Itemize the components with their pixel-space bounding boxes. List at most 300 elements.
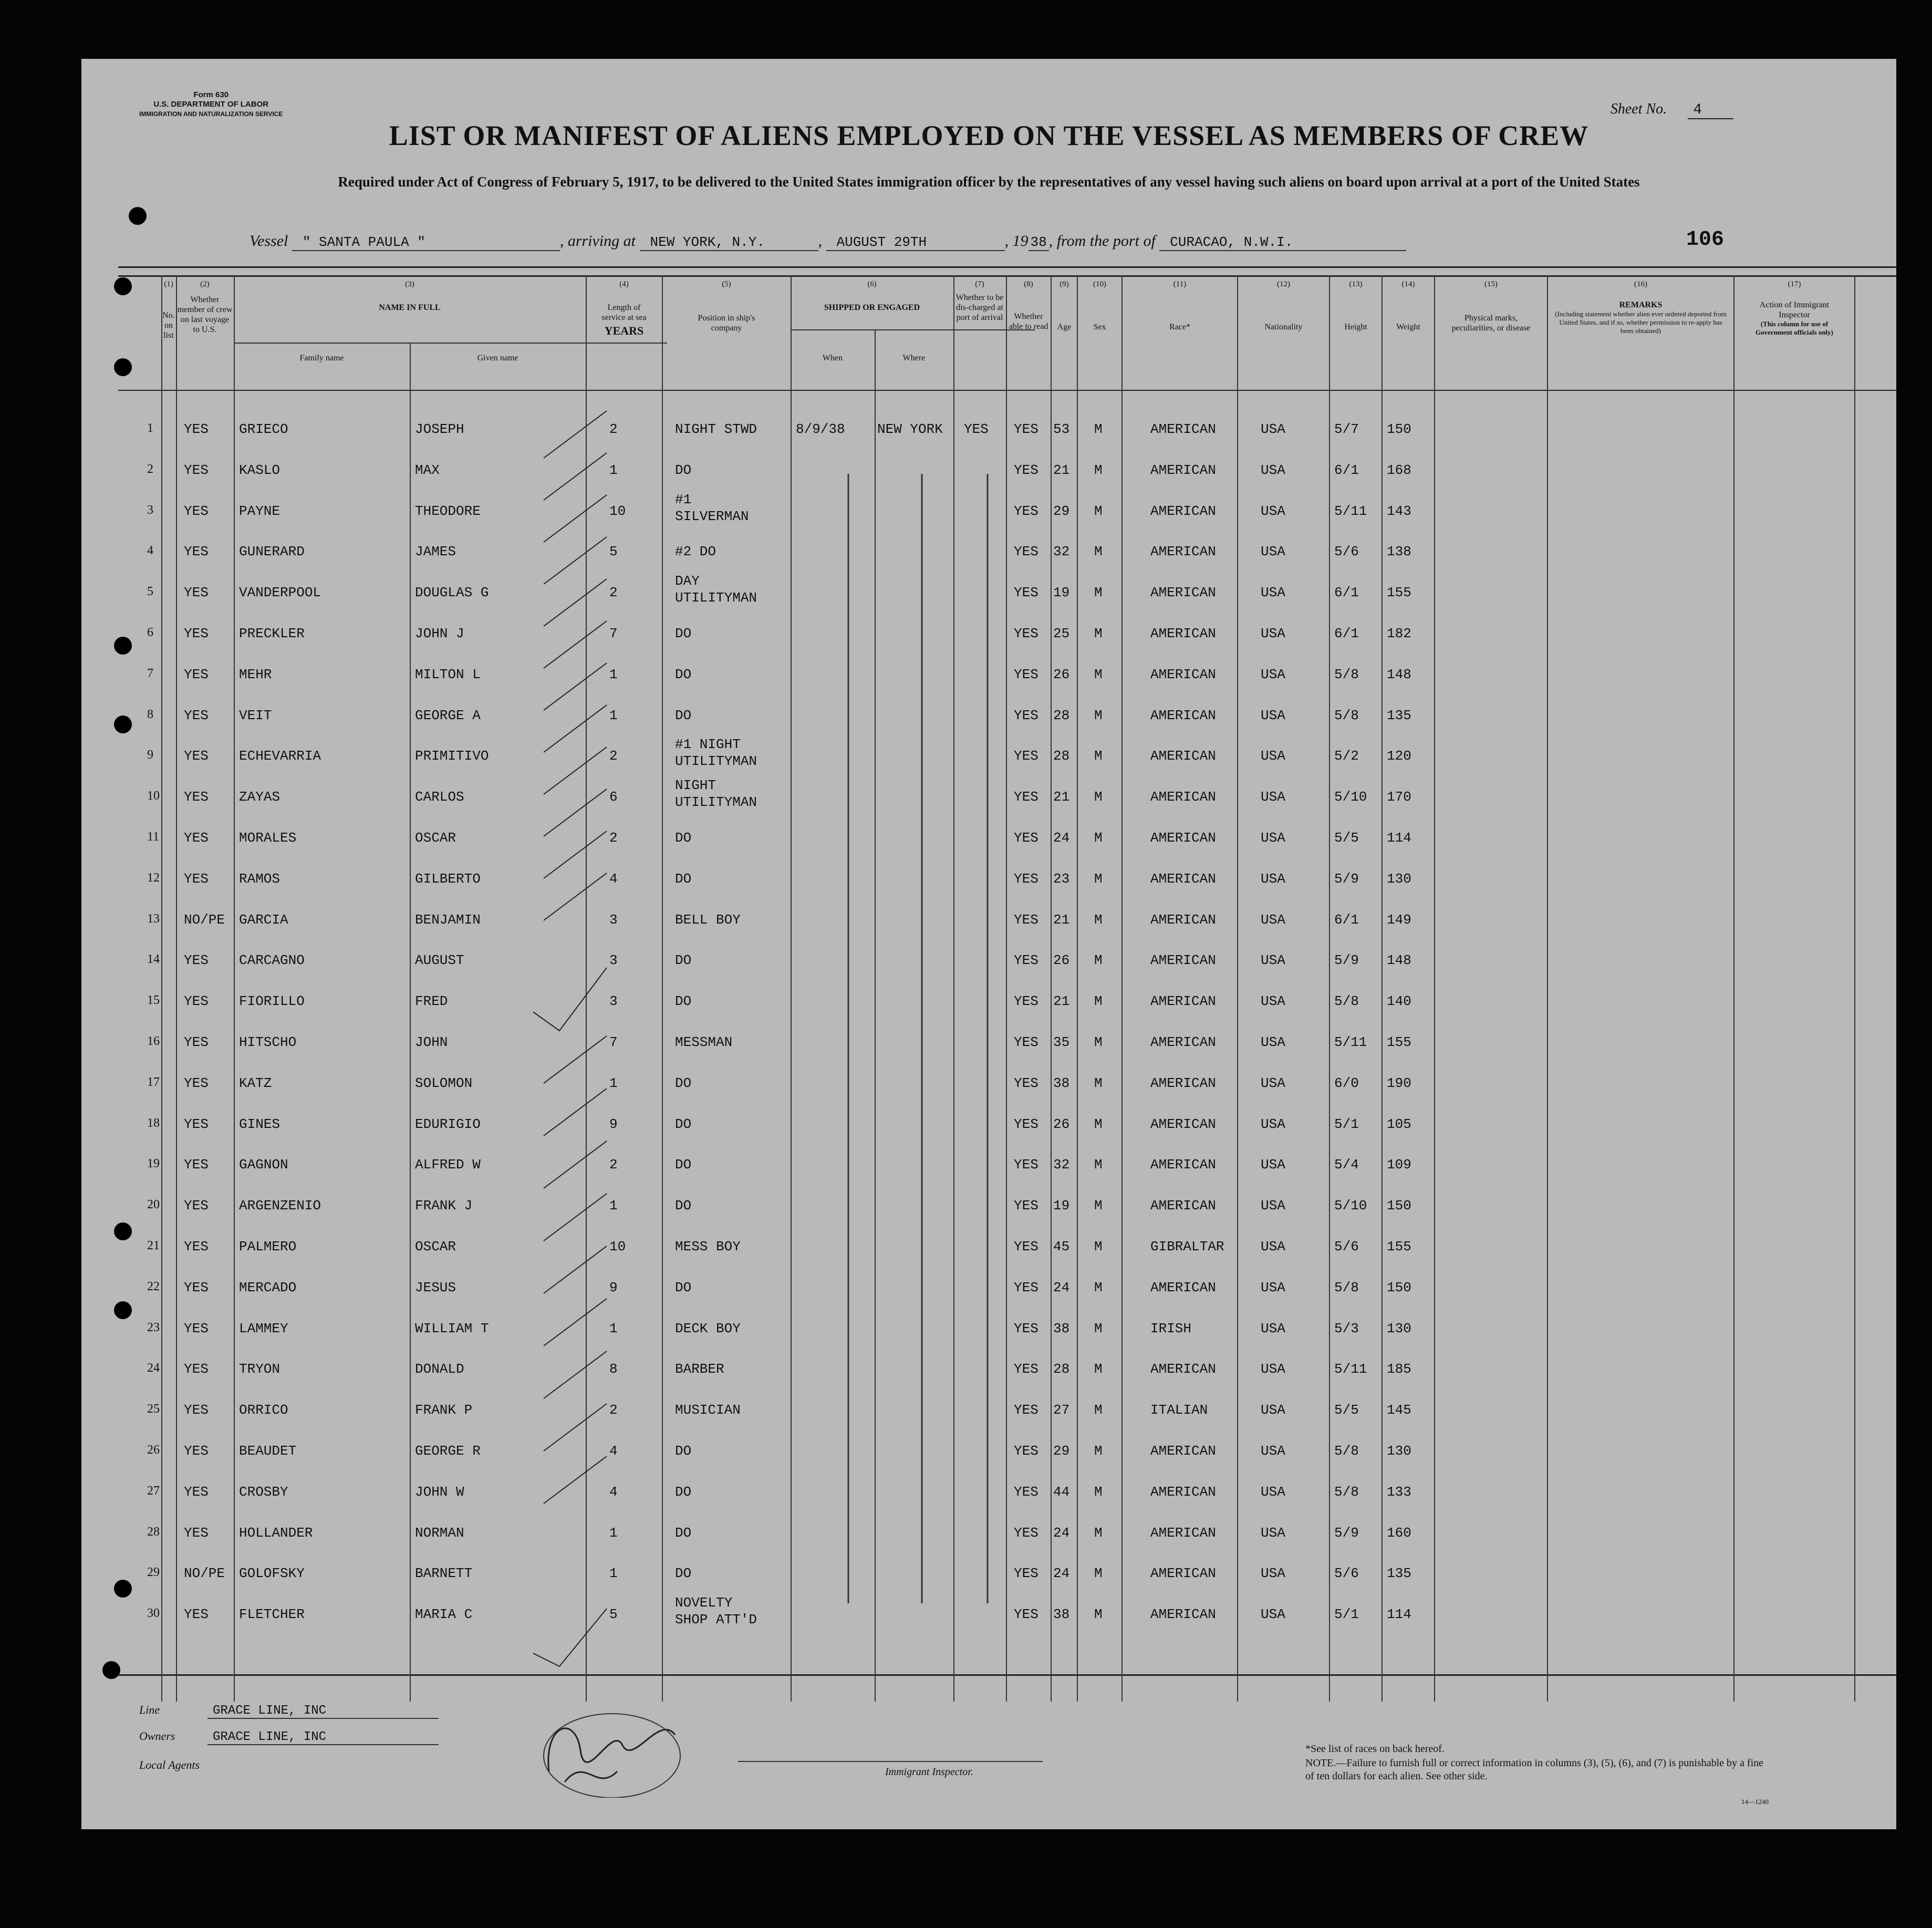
ship-position-line2: SHOP ATT'D — [675, 1612, 757, 1628]
able-to-read: YES — [1014, 1116, 1038, 1132]
check-mark — [544, 789, 607, 836]
col-number: (6) — [867, 280, 877, 288]
col-label: SHIPPED OR ENGAGED — [824, 303, 920, 312]
sex: M — [1094, 1198, 1103, 1214]
footer-note-fine: NOTE.—Failure to furnish full or correct information in columns (3), (5), (6), and (7) is punishable by a fine of ten dollars for each alien. See other side. — [1305, 1757, 1764, 1782]
form-service: IMMIGRATION AND NATURALIZATION SERVICE — [139, 110, 283, 118]
height: 5/9 — [1334, 1525, 1359, 1541]
nationality: USA — [1261, 1443, 1285, 1459]
crew-member-status: YES — [184, 870, 209, 887]
row-number: 2 — [147, 462, 153, 476]
page-title: LIST OR MANIFEST OF ALIENS EMPLOYED ON THE VESSEL AS MEMBERS OF CREW — [389, 120, 1589, 151]
race: AMERICAN — [1150, 952, 1216, 969]
ship-position: NIGHT — [675, 778, 716, 794]
arriving-label: , arriving at — [559, 232, 636, 250]
height: 5/2 — [1334, 748, 1359, 764]
able-to-read: YES — [1014, 666, 1038, 682]
header-given-name: Given name — [477, 354, 518, 362]
given-name: DONALD — [415, 1361, 464, 1377]
age: 27 — [1053, 1402, 1070, 1418]
height: 5/10 — [1334, 789, 1367, 805]
nationality: USA — [1261, 1525, 1285, 1541]
owners-value: GRACE LINE, INC — [207, 1730, 439, 1745]
height: 6/1 — [1334, 626, 1359, 641]
sex: M — [1094, 585, 1103, 601]
given-name: MAX — [415, 462, 440, 478]
row-number: 8 — [147, 707, 153, 721]
weight: 130 — [1387, 870, 1411, 887]
row-number: 7 — [147, 666, 153, 680]
family-name: VANDERPOOL — [239, 585, 321, 601]
weight: 149 — [1387, 911, 1411, 928]
header-shipped-when: When — [822, 354, 843, 362]
able-to-read: YES — [1014, 707, 1038, 723]
service-years: 2 — [609, 1157, 618, 1173]
crew-member-status: YES — [184, 585, 209, 601]
check-marks — [533, 400, 691, 1714]
form-department: U.S. DEPARTMENT OF LABOR — [153, 100, 269, 109]
sex: M — [1094, 1279, 1103, 1295]
nationality: USA — [1261, 1361, 1285, 1377]
crew-member-status: YES — [184, 1239, 209, 1255]
service-years: 2 — [609, 585, 618, 601]
crew-member-status: YES — [184, 1320, 209, 1336]
given-name: BARNETT — [415, 1566, 473, 1582]
race: AMERICAN — [1150, 993, 1216, 1010]
ship-position: #2 DO — [675, 544, 716, 560]
header-col16 — [1548, 279, 1733, 335]
crew-member-status: YES — [184, 666, 209, 682]
able-to-read: YES — [1014, 462, 1038, 478]
service-years: 9 — [609, 1116, 618, 1132]
race: AMERICAN — [1150, 626, 1216, 641]
given-name: FRANK P — [415, 1402, 473, 1418]
col-label: Weight — [1396, 323, 1420, 331]
able-to-read: YES — [1014, 1034, 1038, 1050]
col-number: (11) — [1173, 280, 1187, 288]
header-col5 — [663, 279, 790, 333]
arrival-port: NEW YORK, N.Y. — [640, 234, 818, 251]
service-years: 1 — [609, 666, 618, 682]
col-number: (17) — [1788, 280, 1801, 288]
inspector-signature-line — [738, 1761, 1043, 1762]
height: 5/8 — [1334, 707, 1359, 723]
col-label: Nationality — [1264, 323, 1303, 331]
service-years: 3 — [609, 911, 618, 928]
ship-position-line2: UTILITYMAN — [675, 753, 757, 770]
header-family-name: Family name — [299, 354, 344, 362]
age: 26 — [1053, 1116, 1070, 1132]
ship-position: DO — [675, 1198, 692, 1214]
crew-member-status: YES — [184, 1484, 209, 1500]
page-subtitle: Required under Act of Congress of February 5, 1917, to be delivered to the United States immigration officer by the representatives of any vessel having such aliens on board upon arrival at a port of the United States — [338, 174, 1640, 190]
family-name: GOLOFSKY — [239, 1566, 305, 1582]
given-name: EDURIGIO — [415, 1116, 481, 1132]
agents-label: Local Agents — [139, 1758, 200, 1771]
sex: M — [1094, 993, 1103, 1010]
height: 5/11 — [1334, 1034, 1367, 1050]
able-to-read: YES — [1014, 789, 1038, 805]
height: 6/0 — [1334, 1075, 1359, 1091]
height: 5/8 — [1334, 1279, 1359, 1295]
header-bottom-rule — [118, 390, 1896, 391]
height: 5/6 — [1334, 1239, 1359, 1255]
header-col14 — [1383, 279, 1434, 332]
nationality: USA — [1261, 462, 1285, 478]
arrival-date: AUGUST 29TH — [826, 234, 1005, 251]
row-number: 14 — [147, 952, 160, 967]
race: AMERICAN — [1150, 1606, 1216, 1623]
given-name: DOUGLAS G — [415, 585, 489, 601]
age: 21 — [1053, 993, 1070, 1010]
family-name: RAMOS — [239, 870, 281, 887]
name-subheader-rule — [234, 343, 667, 344]
row-number: 15 — [147, 993, 160, 1008]
family-name: PALMERO — [239, 1239, 297, 1255]
nationality: USA — [1261, 1606, 1285, 1623]
height: 5/11 — [1334, 503, 1367, 519]
crew-member-status: YES — [184, 1525, 209, 1541]
sex: M — [1094, 707, 1103, 723]
vessel-label: Vessel — [250, 232, 288, 250]
col-number: (9) — [1060, 280, 1069, 288]
age: 53 — [1053, 421, 1070, 437]
weight: 150 — [1387, 1279, 1411, 1295]
ship-position: DO — [675, 666, 692, 682]
age: 24 — [1053, 830, 1070, 846]
given-name: GEORGE A — [415, 707, 481, 723]
age: 38 — [1053, 1320, 1070, 1336]
race: AMERICAN — [1150, 1525, 1216, 1541]
age: 44 — [1053, 1484, 1070, 1500]
weight: 138 — [1387, 544, 1411, 560]
header-top-rule — [118, 275, 1896, 277]
nationality: USA — [1261, 952, 1285, 969]
service-years: 1 — [609, 1525, 618, 1541]
stamped-page-number: 106 — [1686, 228, 1725, 252]
service-years: 2 — [609, 748, 618, 764]
crew-member-status: YES — [184, 993, 209, 1010]
row-number: 12 — [147, 870, 160, 885]
race: AMERICAN — [1150, 789, 1216, 805]
race: AMERICAN — [1150, 1116, 1216, 1132]
ship-position: DO — [675, 993, 692, 1010]
col-label: Position in ship's company — [698, 314, 755, 333]
able-to-read: YES — [1014, 1157, 1038, 1173]
able-to-read: YES — [1014, 1566, 1038, 1582]
line-value: GRACE LINE, INC — [207, 1704, 439, 1719]
shipped-where: NEW YORK — [877, 421, 943, 437]
header-col8 — [1007, 279, 1050, 331]
age: 38 — [1053, 1606, 1070, 1623]
weight: 150 — [1387, 1198, 1411, 1214]
ship-position: NIGHT STWD — [675, 421, 757, 437]
ship-position: BARBER — [675, 1361, 724, 1377]
weight: 148 — [1387, 952, 1411, 969]
col-number: (8) — [1024, 280, 1033, 288]
row-number: 18 — [147, 1116, 160, 1130]
family-name: GAGNON — [239, 1157, 288, 1173]
nationality: USA — [1261, 1320, 1285, 1336]
table-row — [81, 421, 1896, 459]
check-mark — [544, 1299, 607, 1346]
vessel-name: " SANTA PAULA " — [292, 234, 560, 251]
given-name: PRIMITIVO — [415, 748, 489, 764]
service-years: 1 — [609, 1566, 618, 1582]
age: 21 — [1053, 789, 1070, 805]
family-name: LAMMEY — [239, 1320, 288, 1336]
service-years: 3 — [609, 952, 618, 969]
height: 5/8 — [1334, 1484, 1359, 1500]
able-to-read: YES — [1014, 1361, 1038, 1377]
header-col11 — [1123, 279, 1237, 332]
header-col3 — [234, 279, 586, 313]
sex: M — [1094, 544, 1103, 560]
nationality: USA — [1261, 748, 1285, 764]
race: AMERICAN — [1150, 585, 1216, 601]
ship-position: #1 NIGHT — [675, 737, 741, 753]
given-name: JOHN — [415, 1034, 448, 1050]
check-mark — [544, 1456, 607, 1504]
header-col15 — [1435, 279, 1547, 333]
row-number: 27 — [147, 1484, 160, 1498]
ship-position: DAY — [675, 573, 700, 589]
nationality: USA — [1261, 544, 1285, 560]
race: AMERICAN — [1150, 1566, 1216, 1582]
header-col13 — [1330, 279, 1382, 332]
race: AMERICAN — [1150, 1279, 1216, 1295]
sex: M — [1094, 1034, 1103, 1050]
able-to-read: YES — [1014, 993, 1038, 1010]
footer-agents — [139, 1758, 200, 1772]
year-prefix: , 19 — [1004, 232, 1029, 250]
table-bottom-rule — [118, 1674, 1896, 1676]
race: AMERICAN — [1150, 421, 1216, 437]
check-mark — [544, 1036, 607, 1083]
family-name: ECHEVARRIA — [239, 748, 321, 764]
able-to-read: YES — [1014, 1239, 1038, 1255]
able-to-read: YES — [1014, 1525, 1038, 1541]
age: 24 — [1053, 1279, 1070, 1295]
height: 5/5 — [1334, 1402, 1359, 1418]
departure-port: CURACAO, N.W.I. — [1159, 234, 1406, 251]
height: 5/11 — [1334, 1361, 1367, 1377]
age: 32 — [1053, 1157, 1070, 1173]
col-number: (12) — [1277, 280, 1290, 288]
weight: 168 — [1387, 462, 1411, 478]
able-to-read: YES — [1014, 1279, 1038, 1295]
check-mark — [544, 663, 607, 710]
age: 19 — [1053, 585, 1070, 601]
col-number: (1) — [164, 280, 173, 288]
ship-position: DO — [675, 1484, 692, 1500]
nationality: USA — [1261, 1484, 1285, 1500]
weight: 150 — [1387, 421, 1411, 437]
nationality: USA — [1261, 1034, 1285, 1050]
check-mark — [544, 705, 607, 752]
age: 23 — [1053, 870, 1070, 887]
race: AMERICAN — [1150, 503, 1216, 519]
sex: M — [1094, 1525, 1103, 1541]
col-number: (16) — [1634, 280, 1647, 288]
sex: M — [1094, 1402, 1103, 1418]
race: AMERICAN — [1150, 1075, 1216, 1091]
header-col9 — [1052, 279, 1077, 332]
height: 5/5 — [1334, 830, 1359, 846]
row-number: 3 — [147, 503, 153, 517]
race: AMERICAN — [1150, 1484, 1216, 1500]
able-to-read: YES — [1014, 626, 1038, 641]
check-mark — [544, 537, 607, 584]
col-label: Race* — [1169, 323, 1190, 331]
weight: 160 — [1387, 1525, 1411, 1541]
sex: M — [1094, 1361, 1103, 1377]
col-label: Whether to be dis-charged at port of arrival — [955, 293, 1004, 322]
row-number: 20 — [147, 1198, 160, 1212]
check-mark — [544, 621, 607, 668]
given-name: ALFRED W — [415, 1157, 481, 1173]
given-name: FRANK J — [415, 1198, 473, 1214]
crew-member-status: YES — [184, 707, 209, 723]
able-to-read: YES — [1014, 1484, 1038, 1500]
check-mark — [544, 1246, 607, 1293]
nationality: USA — [1261, 870, 1285, 887]
able-to-read: YES — [1014, 544, 1038, 560]
check-mark — [544, 747, 607, 794]
given-name: THEODORE — [415, 503, 481, 519]
sex: M — [1094, 748, 1103, 764]
nationality: USA — [1261, 789, 1285, 805]
col-label: Action of Immigrant Inspector — [1759, 300, 1830, 319]
shipped-subheader-rule — [791, 329, 1035, 330]
crew-member-status: NO/PE — [184, 1566, 225, 1582]
nationality: USA — [1261, 626, 1285, 641]
crew-member-status: YES — [184, 421, 209, 437]
age: 29 — [1053, 503, 1070, 519]
service-years: 7 — [609, 1034, 618, 1050]
given-name: NORMAN — [415, 1525, 464, 1541]
ship-position-line2: UTILITYMAN — [675, 590, 757, 606]
family-name: GARCIA — [239, 911, 288, 928]
crew-member-status: YES — [184, 1075, 209, 1091]
given-name: GEORGE R — [415, 1443, 481, 1459]
service-years: 1 — [609, 1320, 618, 1336]
ship-position: DO — [675, 830, 692, 846]
weight: 155 — [1387, 585, 1411, 601]
check-mark — [544, 579, 607, 626]
family-name: FLETCHER — [239, 1606, 305, 1623]
weight: 145 — [1387, 1402, 1411, 1418]
able-to-read: YES — [1014, 830, 1038, 846]
family-name: KASLO — [239, 462, 281, 478]
ship-position: NOVELTY — [675, 1595, 733, 1611]
service-years: 10 — [609, 503, 626, 519]
nationality: USA — [1261, 1239, 1285, 1255]
family-name: ORRICO — [239, 1402, 288, 1418]
nationality: USA — [1261, 1116, 1285, 1132]
given-name: JESUS — [415, 1279, 456, 1295]
sex: M — [1094, 1566, 1103, 1582]
header-col7 — [954, 279, 1005, 323]
check-mark — [544, 1404, 607, 1451]
ship-position: DO — [675, 1443, 692, 1459]
row-number: 30 — [147, 1606, 160, 1621]
row-number: 19 — [147, 1157, 160, 1171]
family-name: ARGENZENIO — [239, 1198, 321, 1214]
weight: 109 — [1387, 1157, 1411, 1173]
family-name: PRECKLER — [239, 626, 305, 641]
given-name: SOLOMON — [415, 1075, 473, 1091]
nationality: USA — [1261, 1157, 1285, 1173]
binder-hole — [102, 1661, 120, 1679]
service-years: 1 — [609, 1198, 618, 1214]
sex: M — [1094, 911, 1103, 928]
race: AMERICAN — [1150, 1034, 1216, 1050]
height: 5/4 — [1334, 1157, 1359, 1173]
binder-hole — [129, 207, 147, 225]
given-name: OSCAR — [415, 1239, 456, 1255]
nationality: USA — [1261, 830, 1285, 846]
height: 6/1 — [1334, 585, 1359, 601]
row-number: 26 — [147, 1443, 160, 1457]
family-name: KATZ — [239, 1075, 272, 1091]
able-to-read: YES — [1014, 503, 1038, 519]
sex: M — [1094, 1239, 1103, 1255]
col-label: Height — [1344, 323, 1367, 331]
ship-position-line2: SILVERMAN — [675, 508, 749, 524]
ditto-lines — [833, 474, 1095, 1630]
sex: M — [1094, 462, 1103, 478]
col-label: Sex — [1093, 323, 1106, 331]
weight: 155 — [1387, 1034, 1411, 1050]
header-col4 — [587, 279, 661, 336]
handwritten-initials — [533, 1693, 701, 1798]
given-name: GILBERTO — [415, 870, 481, 887]
age: 29 — [1053, 1443, 1070, 1459]
check-mark — [533, 1609, 607, 1666]
row-number: 6 — [147, 626, 153, 639]
able-to-read: YES — [1014, 421, 1038, 437]
service-years: 7 — [609, 626, 618, 641]
race: IRISH — [1150, 1320, 1192, 1336]
height: 5/10 — [1334, 1198, 1367, 1214]
row-number: 4 — [147, 544, 153, 558]
check-mark — [544, 1141, 607, 1188]
weight: 105 — [1387, 1116, 1411, 1132]
weight: 190 — [1387, 1075, 1411, 1091]
header-col17 — [1734, 279, 1854, 337]
owners-label: Owners — [139, 1729, 175, 1743]
service-years: 3 — [609, 993, 618, 1010]
age: 26 — [1053, 952, 1070, 969]
sheet-number — [1611, 101, 1733, 118]
row-number: 16 — [147, 1034, 160, 1048]
sex: M — [1094, 789, 1103, 805]
able-to-read: YES — [1014, 748, 1038, 764]
ship-position: DO — [675, 952, 692, 969]
manifest-page — [81, 59, 1896, 1829]
weight: 148 — [1387, 666, 1411, 682]
nationality: USA — [1261, 1198, 1285, 1214]
col-number: (10) — [1093, 280, 1106, 288]
weight: 130 — [1387, 1320, 1411, 1336]
sex: M — [1094, 1320, 1103, 1336]
crew-member-status: YES — [184, 1116, 209, 1132]
sex: M — [1094, 1075, 1103, 1091]
crew-member-status: YES — [184, 1157, 209, 1173]
col-number: (5) — [722, 280, 731, 288]
height: 6/1 — [1334, 911, 1359, 928]
